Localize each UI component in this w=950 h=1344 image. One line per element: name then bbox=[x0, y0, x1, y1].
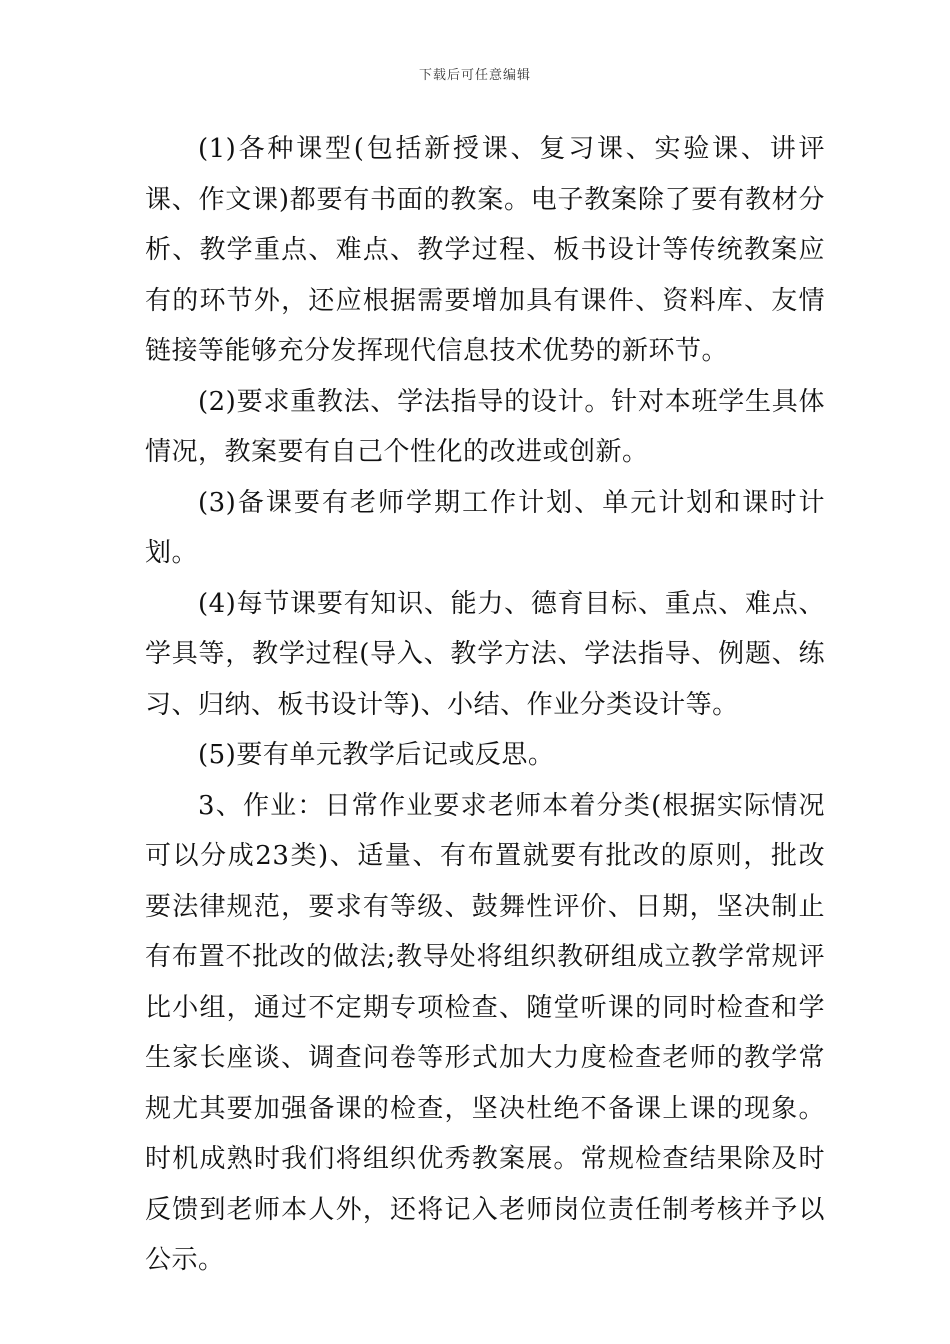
paragraph-1-lesson-types: (1)各种课型(包括新授课、复习课、实验课、讲评课、作文课)都要有书面的教案。电子教案除了要有教材分析、教学重点、难点、教学过程、板书设计等传统教案应有的环节外，还应根据需要增加具有课件、资料库、友情链接等能够充分发挥现代信息技术优势的新环节。 bbox=[145, 134, 825, 366]
paragraph-5-reflection: (5)要有单元教学后记或反思。 bbox=[198, 740, 555, 770]
paragraph-4-lesson-elements: (4)每节课要有知识、能力、德育目标、重点、难点、学具等，教学过程(导入、教学方法、学法指导、例题、练习、归纳、板书设计等)、小结、作业分类设计等。 bbox=[145, 588, 825, 720]
document-body bbox=[145, 124, 825, 1286]
paragraph-3-plans: (3)备课要有老师学期工作计划、单元计划和课时计划。 bbox=[145, 487, 825, 568]
page-header: 下载后可任意编辑 bbox=[418, 68, 531, 83]
paragraph-2-teaching-method: (2)要求重教法、学法指导的设计。针对本班学生具体情况，教案要有自己个性化的改进或创新。 bbox=[145, 386, 825, 467]
paragraph-homework: 3、作业：日常作业要求老师本着分类(根据实际情况可以分成23类)、适量、有布置就要有批改的原则，批改要法律规范，要求有等级、鼓舞性评价、日期，坚决制止有布置不批改的做法;教导处将组织教研组成立教学常规评比小组，通过不定期专项检查、随堂听课的同时检查和学生家长座谈、调查问卷等形式加大力度检查老师的教学常规尤其要加强备课的检查，坚决杜绝不备课上课的现象。时机成熟时我们将组织优秀教案展。常规检查结果除及时反馈到老师本人外，还将记入老师岗位责任制考核并予以公示。 bbox=[145, 790, 825, 1275]
